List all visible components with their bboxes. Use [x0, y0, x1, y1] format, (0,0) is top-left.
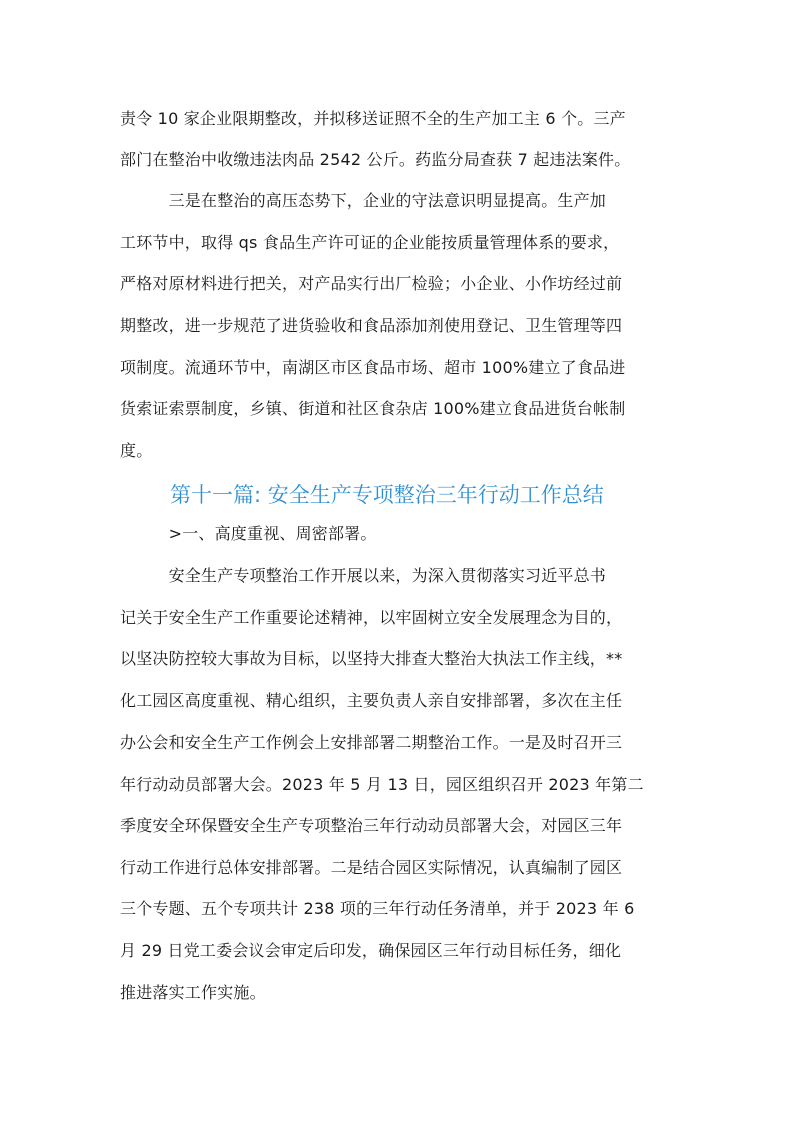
text-line: 记关于安全生产工作重要论述精神，以牢固树立安全发展理念为目的，: [120, 608, 623, 627]
text-line: 以坚决防控较大事故为目标，以坚持大排查大整治大执法工作主线，**: [120, 649, 623, 668]
text-line: 办公会和安全生产工作例会上安排部署二期整治工作。一是及时召开三: [120, 733, 623, 752]
section-heading: 第十一篇: 安全生产专项整治三年行动工作总结: [170, 483, 604, 507]
subheading: >一、高度重视、周密部署。: [120, 524, 377, 543]
text-line: 行动工作进行总体安排部署。二是结合园区实际情况，认真编制了园区: [120, 858, 623, 877]
text-line: 月 29 日党工委会议会审定后印发，确保园区三年行动目标任务，细化: [120, 941, 622, 960]
text-line: 工环节中，取得 qs 食品生产许可证的企业能按质量管理体系的要求，: [120, 233, 620, 252]
text-line: 化工园区高度重视、精心组织，主要负责人亲自安排部署，多次在主任: [120, 691, 623, 710]
text-line: 年行动动员部署大会。2023 年 5 月 13 日，园区组织召开 2023 年第二: [120, 775, 644, 794]
text-line: 货索证索票制度，乡镇、街道和社区食杂店 100%建立食品进货台帐制: [120, 399, 626, 418]
text-line: 责令 10 家企业限期整改，并拟移送证照不全的生产加工主 6 个。三产: [120, 109, 626, 128]
text-line: 季度安全环保暨安全生产专项整治三年行动动员部署大会，对园区三年: [120, 816, 623, 835]
text-line: 安全生产专项整治工作开展以来，为深入贯彻落实习近平总书: [120, 566, 607, 585]
text-line: 部门在整治中收缴违法肉品 2542 公斤。药监分局查获 7 起违法案件。: [120, 150, 631, 169]
text-line: 度。: [120, 441, 153, 460]
text-line: 推进落实工作实施。: [120, 983, 266, 1002]
text-line: 项制度。流通环节中，南湖区市区食品市场、超市 100%建立了食品进: [120, 358, 626, 377]
text-line: 严格对原材料进行把关，对产品实行出厂检验；小企业、小作坊经过前: [120, 274, 623, 293]
text-line: 三个专题、五个专项共计 238 项的三年行动任务清单，并于 2023 年 6: [120, 899, 635, 918]
text-line: 三是在整治的高压态势下，企业的守法意识明显提高。生产加: [120, 191, 607, 210]
text-line: 期整改，进一步规范了进货验收和食品添加剂使用登记、卫生管理等四: [120, 316, 623, 335]
